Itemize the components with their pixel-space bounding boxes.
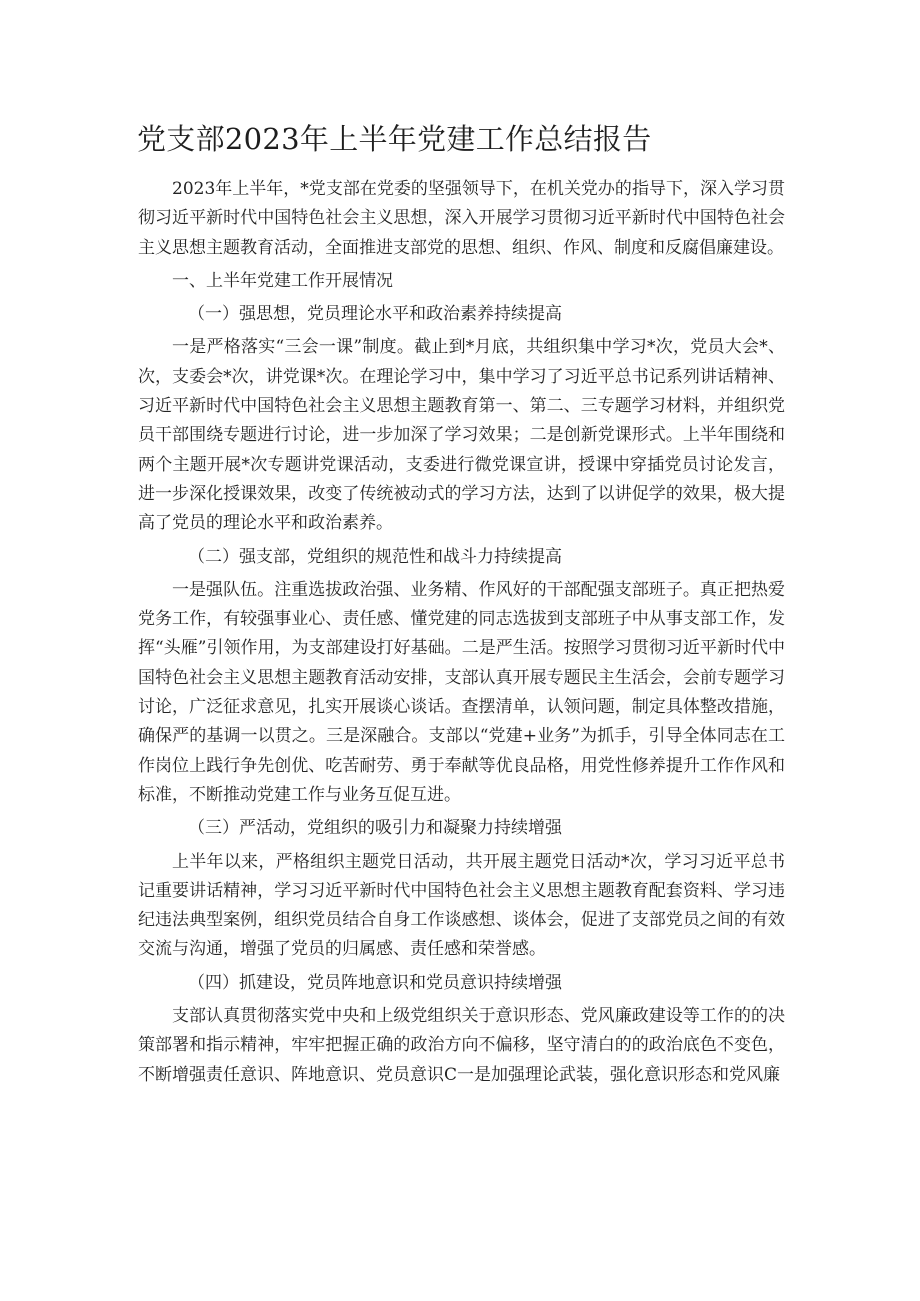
subsection-heading-2: （二）强支部，党组织的规范性和战斗力持续提高 xyxy=(188,546,562,567)
section-heading-1: 一、上半年党建工作开展情况 xyxy=(172,270,393,291)
subsection-body-2: 一是强队伍。注重选拔政治强、业务精、作风好的干部配强支部班子。真正把热爱党务工作，有较强事业心、责任感、懂党建的同志选拔到支部班子中从事支部工作，发挥“头雁”引领作用，为支部建设打好基础。二是严生活。按照学习贯彻习近平新时代中国特色社会主义思想主题教育活动安排，支部认真开展专题民主生活会，会前专题学习讨论，广泛征求意见，扎实开展谈心谈话。查摆清单，认领问题，制定具体整改措施，确保严的基调一以贯之。三是深融合。支部以“党建+业务”为抓手，引导全体同志在工作岗位上践行争先创优、吃苦耐劳、勇于奉献等优良品格，用党性修养提升工作作风和标准，不断推动党建工作与业务互促互进。 xyxy=(138,579,785,805)
subsection-heading-1: （一）强思想，党员理论水平和政治素养持续提高 xyxy=(188,304,562,325)
subsection-heading-3: （三）严活动，党组织的吸引力和凝聚力持续增强 xyxy=(188,818,562,839)
document-title: 党支部2023年上半年党建工作总结报告 xyxy=(137,122,652,156)
subsection-body-4: 支部认真贯彻落实党中央和上级党组织关于意识形态、党风廉政建设等工作的的决策部署和指示精神，牢牢把握正确的政治方向不偏移，坚守清白的的政治底色不变色，不断增强责任意识、阵地意识、党员意识C一是加强理论武装，强化意识形态和党风廉 xyxy=(138,1006,785,1085)
subsection-body-3: 上半年以来，严格组织主题党日活动，共开展主题党日活动*次，学习习近平总书记重要讲话精神，学习习近平新时代中国特色社会主义思想主题教育配套资料、学习违纪违法典型案例，组织党员结合自身工作谈感想、谈体会，促进了支部党员之间的有效交流与沟通，增强了党员的归属感、责任感和荣誉感。 xyxy=(138,851,785,960)
document-body xyxy=(138,175,785,1090)
subsection-heading-4: （四）抓建设，党员阵地意识和党员意识持续增强 xyxy=(188,972,562,993)
intro-paragraph: 2023年上半年，*党支部在党委的坚强领导下，在机关党办的指导下，深入学习贯彻习近平新时代中国特色社会主义思想，深入开展学习贯彻习近平新时代中国特色社会主义思想主题教育活动，全面推进支部党的思想、组织、作风、制度和反腐倡廉建设。 xyxy=(138,179,785,258)
subsection-body-1: 一是严格落实“三会一课”制度。截止到*月底，共组织集中学习*次，党员大会*、次，支委会*次，讲党课*次。在理论学习中，集中学习了习近平总书记系列讲话精神、习近平新时代中国特色社会主义思想主题教育第一、第二、三专题学习材料，并组织党员干部围绕专题进行讨论，进一步加深了学习效果；二是创新党课形式。上半年围绕和两个主题开展*次专题讲党课活动，支委进行微党课宣讲，授课中穿插党员讨论发言，进一步深化授课效果，改变了传统被动式的学习方法，达到了以讲促学的效果，极大提高了党员的理论水平和政治素养。 xyxy=(138,337,785,534)
